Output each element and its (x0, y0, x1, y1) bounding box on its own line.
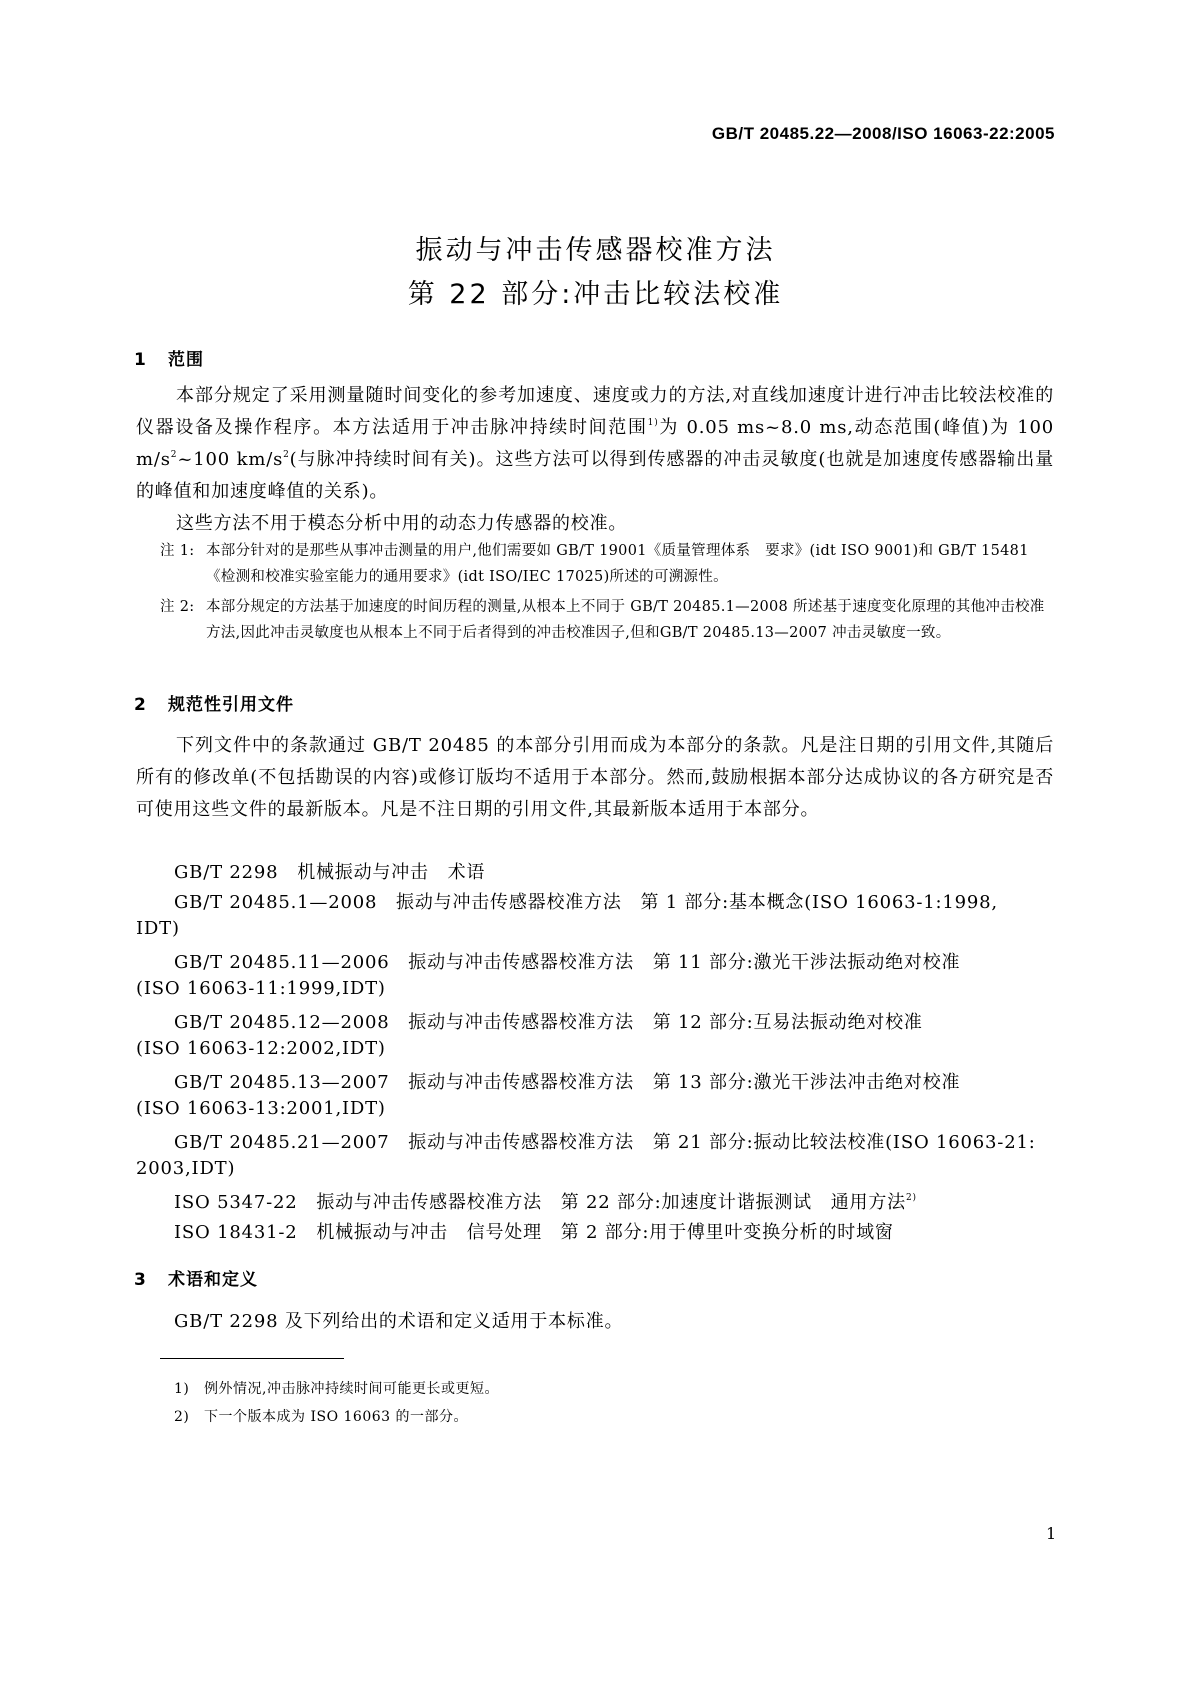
footnote-divider (160, 1358, 344, 1359)
note-2 (160, 594, 1054, 646)
terms-intro: GB/T 2298 及下列给出的术语和定义适用于本标准。 (174, 1311, 624, 1332)
note-text: 本部分规定的方法基于加速度的时间历程的测量,从根本上不同于 GB/T 20485.1—2008 所述基于速度变化原理的其他冲击校准方法,因此冲击灵敏度也从根本上不同于后者得到的冲击校准因子,但和GB/T 20485.13—2007 冲击灵敏度一致。 (206, 599, 1045, 641)
reference-item: GB/T 20485.12—2008 振动与冲击传感器校准方法 第 12 部分:互易法振动绝对校准 (174, 1012, 923, 1033)
section-heading-normative-references (134, 690, 294, 715)
reference-item-continuation: (ISO 16063-12:2002,IDT) (136, 1038, 386, 1059)
reference-item: GB/T 20485.1—2008 振动与冲击传感器校准方法 第 1 部分:基本概念(ISO 16063-1:1998, (174, 892, 998, 913)
reference-item: GB/T 2298 机械振动与冲击 术语 (174, 862, 486, 883)
section-heading-scope (134, 345, 204, 370)
scope-text-d: (与脉冲持续时间有关)。这些方法可以得到传感器的冲击灵敏度(也就是加速度传感器输出量的峰值和加速度峰值的关系)。 (136, 449, 1054, 502)
normative-intro-paragraph: 下列文件中的条款通过 GB/T 20485 的本部分引用而成为本部分的条款。凡是注日期的引用文件,其随后所有的修改单(不包括勘误的内容)或修订版均不适用于本部分。然而,鼓励根据本部分达成协议的各方研究是否可使用这些文件的最新版本。凡是不注日期的引用文件,其最新版本适用于本部分。 (136, 735, 1054, 820)
footnote-text: 下一个版本成为 ISO 16063 的一部分。 (204, 1409, 468, 1425)
footnote-mark: 1) (174, 1381, 190, 1397)
reference-item: ISO 18431-2 机械振动与冲击 信号处理 第 2 部分:用于傅里叶变换分析的时域窗 (174, 1222, 894, 1243)
note-1 (160, 538, 1054, 590)
superscript-2: 2 (283, 450, 290, 460)
footnote-mark: 2) (174, 1409, 190, 1425)
section-title: 规范性引用文件 (168, 695, 294, 715)
section-title: 术语和定义 (168, 1270, 258, 1290)
reference-item: GB/T 20485.21—2007 振动与冲击传感器校准方法 第 21 部分:振动比较法校准(ISO 16063-21: (174, 1132, 1036, 1153)
footnote-1 (174, 1378, 499, 1398)
section-number: 2 (134, 695, 147, 715)
scope-text-b: 为 0.05 ms~8.0 ms,动态范围(峰值)为 100 m/s (136, 417, 1054, 470)
note-label: 注 2: (160, 599, 195, 615)
document-title-line2: 第 22 部分:冲击比较法校准 (407, 279, 784, 310)
reference-item-continuation: (ISO 16063-11:1999,IDT) (136, 978, 386, 999)
section-number: 3 (134, 1270, 147, 1290)
footnote-ref-2: 2) (905, 1193, 917, 1203)
section-heading-terms (134, 1265, 258, 1290)
scope-paragraph-2: 这些方法不用于模态分析中用的动态力传感器的校准。 (176, 513, 628, 534)
note-label: 注 1: (160, 543, 195, 559)
scope-text-c: ~100 km/s (177, 449, 284, 470)
reference-item-continuation: 2003,IDT) (136, 1158, 236, 1179)
reference-item-continuation: IDT) (136, 918, 180, 939)
section-title: 范围 (168, 350, 204, 370)
page-number: 1 (1046, 1524, 1057, 1543)
reference-item: GB/T 20485.11—2006 振动与冲击传感器校准方法 第 11 部分:激光干涉法振动绝对校准 (174, 952, 961, 973)
reference-item-continuation: (ISO 16063-13:2001,IDT) (136, 1098, 386, 1119)
note-text: 本部分针对的是那些从事冲击测量的用户,他们需要如 GB/T 19001《质量管理体系 要求》(idt ISO 9001)和 GB/T 15481《检测和校准实验室能力的通用要求》(idt ISO/IEC 17025)所述的可溯源性。 (206, 543, 1029, 585)
superscript-2: 2 (170, 450, 178, 460)
reference-item: GB/T 20485.13—2007 振动与冲击传感器校准方法 第 13 部分:激光干涉法冲击绝对校准 (174, 1072, 961, 1093)
reference-text: ISO 5347-22 振动与冲击传感器校准方法 第 22 部分:加速度计谐振测试 通用方法 (174, 1192, 906, 1213)
scope-paragraph-1 (136, 380, 1054, 508)
document-title-line1: 振动与冲击传感器校准方法 (415, 235, 776, 266)
standard-number-header: GB/T 20485.22—2008/ISO 16063-22:2005 (711, 124, 1055, 143)
footnote-2 (174, 1406, 468, 1426)
footnote-text: 例外情况,冲击脉冲持续时间可能更长或更短。 (204, 1381, 499, 1397)
section-number: 1 (134, 350, 147, 370)
reference-item (174, 1188, 917, 1214)
footnote-ref-1: 1) (647, 418, 659, 428)
scope-text-a: 本部分规定了采用测量随时间变化的参考加速度、速度或力的方法,对直线加速度计进行冲击比较法校准的仪器设备及操作程序。本方法适用于冲击脉冲持续时间范围 (136, 385, 1054, 438)
